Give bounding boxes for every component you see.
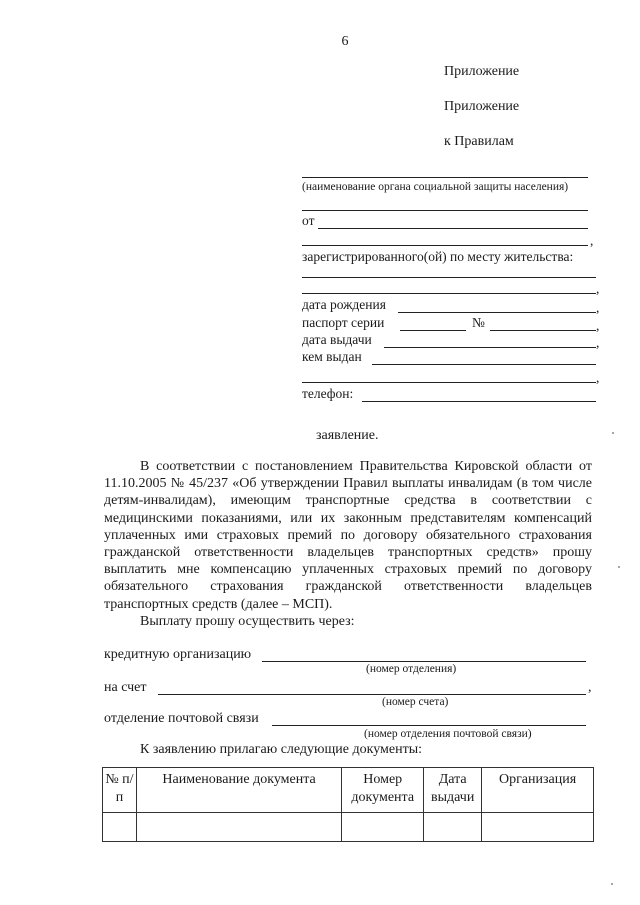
registered-label: зарегистрированного(ой) по месту жительства:: [302, 249, 574, 264]
payment-method-intro: Выплату прошу осуществить через:: [140, 613, 355, 629]
column-header-issue-date: Дата выдачи: [424, 768, 482, 813]
comma: ,: [596, 281, 600, 296]
birth-date-line: [398, 312, 596, 313]
account-label: на счет: [104, 680, 147, 695]
number-sign: №: [472, 315, 485, 330]
scan-artifact: [611, 883, 613, 885]
post-office-caption: (номер отделения почтовой связи): [364, 728, 532, 740]
scan-artifact: [618, 566, 620, 568]
comma: ,: [590, 233, 594, 248]
comma: ,: [596, 300, 600, 315]
statement-paragraph: В соответствии с постановлением Правительства Кировской области от 11.10.2005 № 45/237 «Об утверждении Правил выплаты инвалидам (в том числе детям-инвалидам), имеющим транспортные средства в соответствии с медицинскими показаниями, или их законным представителям компенсаций уплаченных ими страховых премий по договору обязательного страхования гражданской ответственности владельцев транспортных средств» прошу выплатить мне компенсацию уплаченных страховых премий по договору обязательного страхования гражданской ответственности владельцев транспортных средств (далее – МСП).: [104, 459, 592, 612]
issued-by-label: кем выдан: [302, 349, 362, 364]
post-office-line: [272, 725, 586, 726]
comma: ,: [596, 335, 600, 350]
table-cell: [103, 813, 137, 842]
phone-line: [362, 401, 596, 402]
credit-org-label: кредитную организацию: [104, 647, 252, 662]
comma: ,: [596, 370, 600, 385]
issued-by-line: [372, 364, 596, 365]
attachments-intro: К заявлению прилагаю следующие документы:: [140, 742, 423, 757]
statement-body: [104, 458, 592, 630]
blank-line: [302, 210, 588, 211]
name-line: [302, 245, 588, 246]
issue-date-label: дата выдачи: [302, 332, 372, 347]
table-cell: [482, 813, 594, 842]
from-label: от: [302, 213, 315, 228]
address-line-2: [302, 293, 596, 294]
issue-date-line: [384, 347, 596, 348]
address-line-1: [302, 277, 596, 278]
passport-series-label: паспорт серии: [302, 315, 385, 330]
organ-name-line: [302, 177, 588, 178]
account-line: [158, 694, 586, 695]
document-title: заявление.: [316, 428, 379, 443]
rules-reference: к Правилам: [444, 134, 514, 149]
comma: ,: [588, 680, 592, 695]
passport-series-line: [400, 330, 466, 331]
post-office-label: отделение почтовой связи: [104, 711, 259, 726]
scan-artifact: [612, 432, 614, 434]
account-caption: (номер счета): [382, 696, 449, 708]
appendix-label: Приложение: [444, 64, 520, 79]
issued-by-line-2: [302, 382, 596, 383]
passport-number-line: [490, 330, 596, 331]
table-cell: [136, 813, 341, 842]
appendix-label-repeat: Приложение: [444, 99, 520, 114]
table-header-row: [103, 768, 594, 813]
table-row: [103, 813, 594, 842]
column-header-number: № п/п: [103, 768, 137, 813]
from-line: [318, 228, 588, 229]
column-header-document-number: Номер документа: [342, 768, 424, 813]
credit-org-line: [262, 661, 586, 662]
comma: ,: [596, 318, 600, 333]
table-cell: [424, 813, 482, 842]
documents-table: [102, 767, 594, 842]
branch-caption: (номер отделения): [366, 663, 457, 675]
phone-label: телефон:: [302, 386, 354, 401]
birth-date-label: дата рождения: [302, 297, 386, 312]
column-header-organization: Организация: [482, 768, 594, 813]
column-header-document-name: Наименование документа: [136, 768, 341, 813]
page-number: 6: [341, 34, 349, 49]
organ-name-caption: (наименование органа социальной защиты населения): [302, 181, 569, 193]
table-cell: [342, 813, 424, 842]
